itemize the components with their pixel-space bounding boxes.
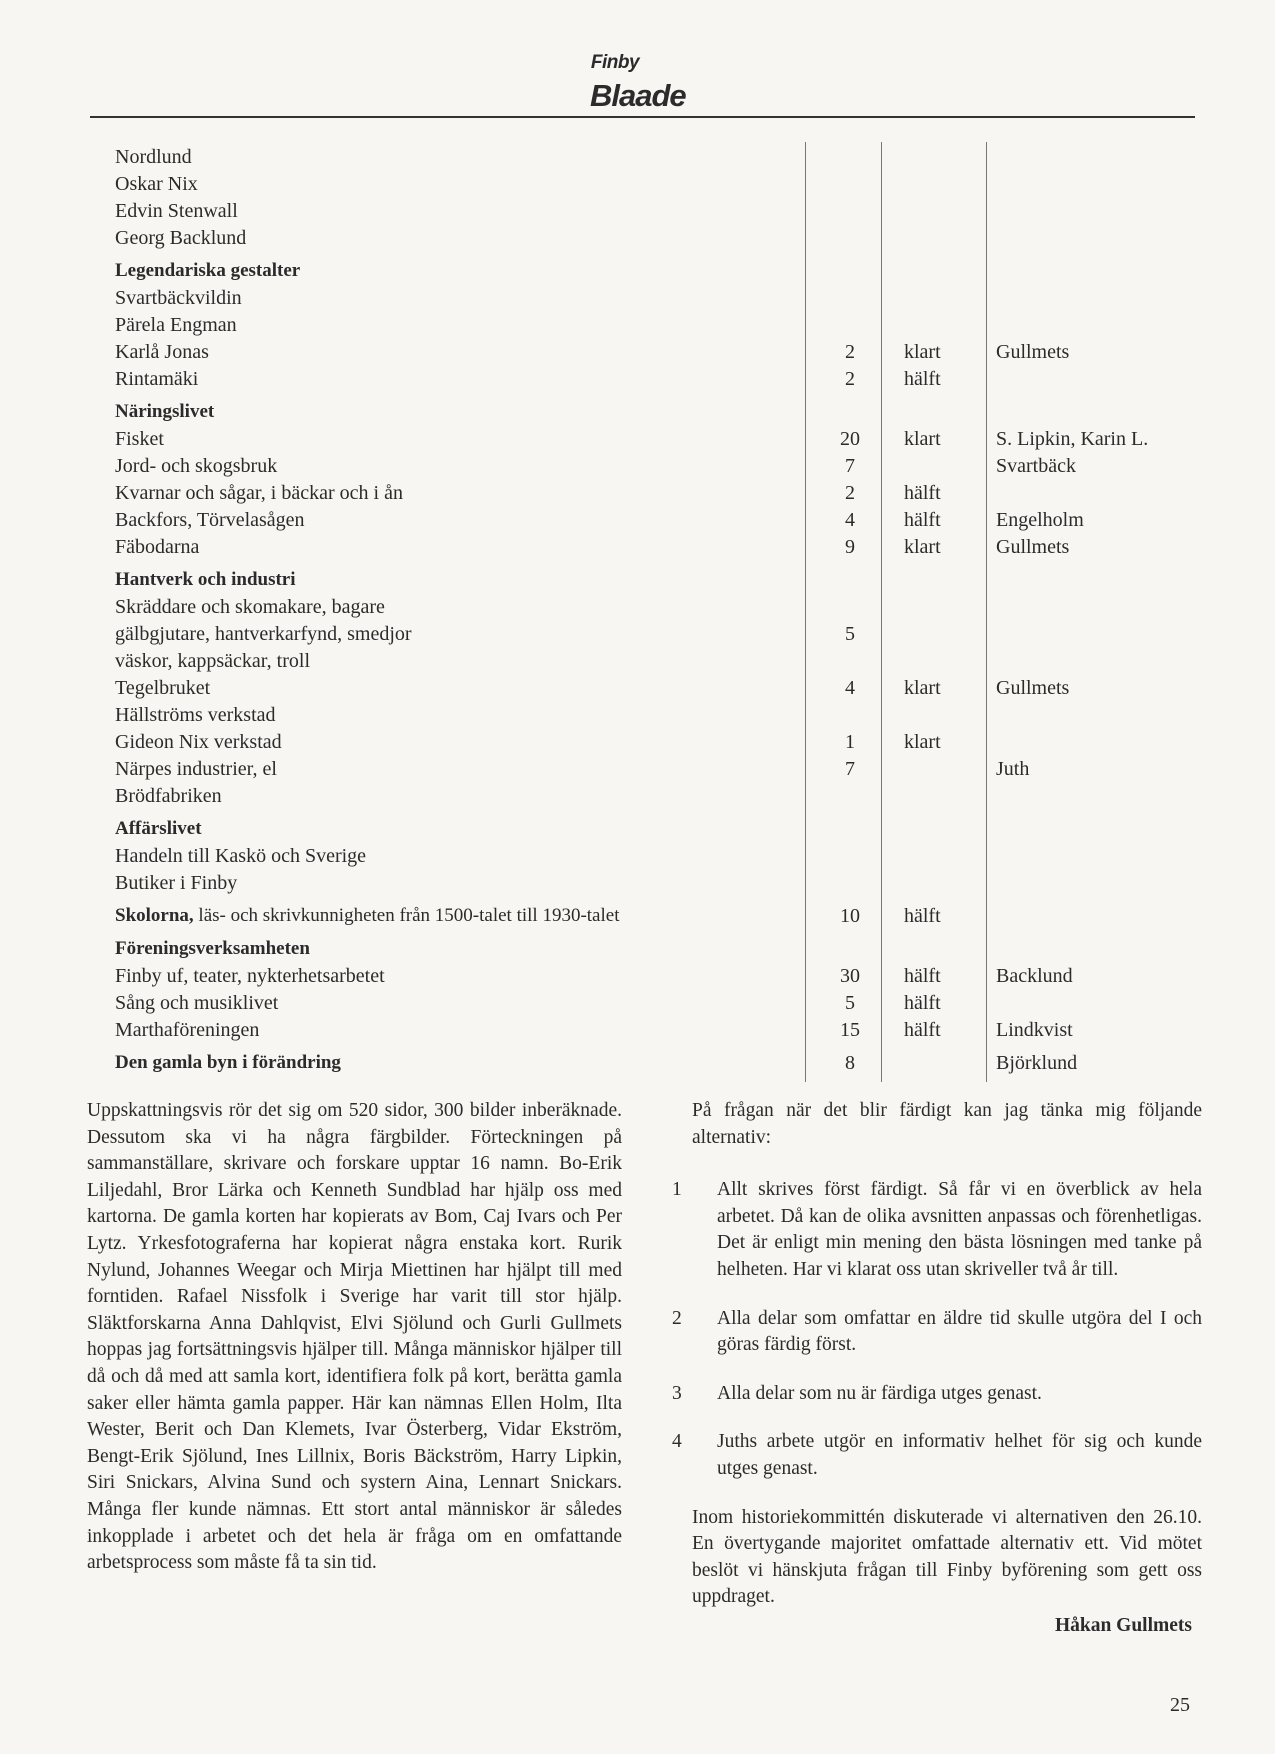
author: Lindkvist <box>996 1019 1073 1041</box>
contents-heading <box>115 903 619 929</box>
alternative-item <box>672 1381 1202 1408</box>
contents-heading: Hantverk och industri <box>115 569 296 590</box>
page-count: 30 <box>840 965 860 987</box>
contents-row <box>0 843 1275 869</box>
author: Backlund <box>996 965 1073 987</box>
author: Engelholm <box>996 509 1084 531</box>
contents-topic: Fäbodarna <box>115 536 200 558</box>
contents-topic: väskor, kappsäckar, troll <box>115 650 310 672</box>
page-count: 7 <box>845 455 855 477</box>
page-count: 2 <box>845 368 855 390</box>
contents-topic: Backfors, Törvelasågen <box>115 509 305 531</box>
alternative-item <box>672 1177 1202 1283</box>
page-count: 10 <box>840 905 860 927</box>
page-count: 5 <box>845 623 855 645</box>
author: Gullmets <box>996 341 1070 363</box>
page-count: 2 <box>845 482 855 504</box>
contents-row <box>0 1017 1275 1043</box>
contents-row <box>0 870 1275 896</box>
contents-row <box>0 936 1275 962</box>
contents-row <box>0 903 1275 929</box>
contents-topic: Skräddare och skomakare, bagare <box>115 596 385 618</box>
contents-row <box>0 729 1275 755</box>
status: klart <box>904 341 941 363</box>
contents-heading: Föreningsverksamheten <box>115 938 310 959</box>
contents-row <box>0 480 1275 506</box>
masthead-finby: Finby <box>590 52 640 73</box>
author-signature: Håkan Gullmets <box>1054 1614 1192 1636</box>
contents-row <box>0 198 1275 224</box>
contents-topic: Oskar Nix <box>115 173 198 195</box>
contents-topic: Kvarnar och sågar, i bäckar och i ån <box>115 482 403 504</box>
status: hälft <box>904 992 941 1014</box>
page-count: 20 <box>840 428 860 450</box>
contents-heading: Affärslivet <box>115 818 202 839</box>
status: hälft <box>904 509 941 531</box>
alternative-text: Allt skrives först färdigt. Så får vi en överblick av hela arbetet. Då kan de olika avsnitten anpassas och förenhetligas. Det är enligt min mening den bästa lösningen med tanke på helheten. Har vi klarat oss utan skriveller två år till. <box>717 1179 1202 1280</box>
contents-row <box>0 1050 1275 1076</box>
alternative-item <box>672 1429 1202 1482</box>
status: hälft <box>904 1019 941 1041</box>
header-rule <box>90 116 1195 118</box>
status: klart <box>904 536 941 558</box>
status: klart <box>904 731 941 753</box>
contents-heading-rest: läs- och skrivkunnigheten från 1500-talet till 1930-talet <box>193 905 620 926</box>
contents-topic: Nordlund <box>115 146 192 168</box>
status: klart <box>904 428 941 450</box>
contents-topic: Brödfabriken <box>115 785 222 807</box>
contents-topic: Finby uf, teater, nykterhetsarbetet <box>115 965 385 987</box>
alternative-text: Alla delar som omfattar en äldre tid skulle utgöra del I och göras färdig först. <box>717 1307 1202 1356</box>
left-column-text: Uppskattningsvis rör det sig om 520 sidor, 300 bilder inberäknade. Dessutom ska vi ha några färgbilder. Förteckningen på sammanställare, skrivare och forskare upptar 16 namn. Bo-Erik Liljedahl, Bror Lärka och Kenneth Sundblad har hjälp oss med kartorna. De gamla korten har kopierats av Bom, Caj Ivars och Per Lytz. Yrkesfotograferna har kopierat några enstaka kort. Rurik Nylund, Johannes Weegar och Mirja Miettinen har hjälpt till med forntiden. Rafael Nissfolk i Sverige har varit till stor hjälp. Släktforskarna Anna Dahlqvist, Elvi Sjölund och Gurli Gullmets hoppas jag fortsättningsvis hjälper till. Många människor hjälper till då och då med att samla kort, identifiera folk på kort, berätta gamla saker eller hämta gamla papper. Här kan nämnas Ellen Holm, Ilta Wester, Berit och Dan Klemets, Ivar Österberg, Vidar Ekström, Bengt-Erik Sjölund, Ines Lillnix, Boris Bäckström, Harry Lipkin, Siri Snickars, Alvina Sund och systern Aina, Lennart Snickars. Många fler kunde nämnas. Ett stort antal människor är således inkopplade i arbetet och det hela är fråga om en omfattande arbetsprocess som måste få ta sin tid. <box>87 1100 622 1574</box>
page-count: 1 <box>845 731 855 753</box>
page-number: 25 <box>1170 1694 1190 1716</box>
contents-row <box>0 702 1275 728</box>
contents-topic: Gideon Nix verkstad <box>115 731 282 753</box>
contents-row <box>0 963 1275 989</box>
right-column <box>672 1098 1202 1640</box>
alternatives-intro: På frågan när det blir färdigt kan jag tänka mig följande alternativ: <box>692 1100 1202 1148</box>
alternative-text: Juths arbete utgör en informativ helhet för sig och kunde utges genast. <box>717 1431 1202 1479</box>
contents-row <box>0 144 1275 170</box>
contents-row <box>0 339 1275 365</box>
contents-topic: Edvin Stenwall <box>115 200 238 222</box>
contents-topic: gälbgjutare, hantverkarfynd, smedjor <box>115 623 412 645</box>
contents-heading: Näringslivet <box>115 401 215 422</box>
contents-row <box>0 399 1275 425</box>
contents-row <box>0 426 1275 452</box>
contents-row <box>0 567 1275 593</box>
closing-paragraph: Inom historiekommittén diskuterade vi alternativen den 26.10. En övertygande majoritet omfattade alternativ ett. Vid mötet beslöt vi hänskjuta frågan till Finby byförening som gett oss uppdraget. <box>692 1506 1202 1608</box>
author: Gullmets <box>996 536 1070 558</box>
page-count: 15 <box>840 1019 860 1041</box>
page-count: 4 <box>845 509 855 531</box>
author: Svartbäck <box>996 455 1076 477</box>
status: hälft <box>904 368 941 390</box>
alternative-text: Alla delar som nu är färdiga utges genast. <box>717 1382 1042 1404</box>
author: Gullmets <box>996 677 1070 699</box>
contents-topic: Marthaföreningen <box>115 1019 260 1041</box>
page-count: 7 <box>845 758 855 780</box>
alternative-item <box>672 1306 1202 1359</box>
contents-row <box>0 225 1275 251</box>
page-count: 9 <box>845 536 855 558</box>
contents-topic: Butiker i Finby <box>115 872 238 894</box>
alternative-number: 3 <box>672 1382 682 1404</box>
contents-topic: Jord- och skogsbruk <box>115 455 278 477</box>
contents-row <box>0 621 1275 647</box>
contents-topic: Pärela Engman <box>115 314 237 336</box>
contents-row <box>0 534 1275 560</box>
status: klart <box>904 677 941 699</box>
contents-topic: Hällströms verkstad <box>115 704 276 726</box>
alternative-number: 4 <box>672 1431 682 1453</box>
contents-topic: Sång och musiklivet <box>115 992 279 1014</box>
contents-row <box>0 990 1275 1016</box>
contents-heading: Den gamla byn i förändring <box>115 1052 341 1073</box>
contents-heading-bold: Skolorna, <box>115 905 194 926</box>
page-count: 2 <box>845 341 855 363</box>
status: hälft <box>904 905 941 927</box>
contents-row <box>0 816 1275 842</box>
alternative-number: 2 <box>672 1307 682 1329</box>
contents-topic: Karlå Jonas <box>115 341 209 363</box>
author: Juth <box>996 758 1030 780</box>
contents-row <box>0 171 1275 197</box>
contents-row <box>0 285 1275 311</box>
masthead <box>0 0 1275 125</box>
status: hälft <box>904 482 941 504</box>
contents-row <box>0 756 1275 782</box>
contents-topic: Handeln till Kaskö och Sverige <box>115 845 367 867</box>
contents-topic: Rintamäki <box>115 368 199 390</box>
page-count: 5 <box>845 992 855 1014</box>
contents-row <box>0 258 1275 284</box>
masthead-blaade: Blaade <box>590 78 686 113</box>
contents-row <box>0 453 1275 479</box>
alternatives-list <box>672 1177 1202 1482</box>
contents-row <box>0 507 1275 533</box>
contents-topic: Närpes industrier, el <box>115 758 277 780</box>
page-count: 4 <box>845 677 855 699</box>
contents-row <box>0 312 1275 338</box>
contents-row <box>0 783 1275 809</box>
contents-topic: Georg Backlund <box>115 227 247 249</box>
page-count: 8 <box>845 1052 855 1074</box>
contents-topic: Fisket <box>115 428 164 450</box>
contents-topic: Svartbäckvildin <box>115 287 242 309</box>
contents-heading: Legendariska gestalter <box>115 260 301 281</box>
contents-row <box>0 648 1275 674</box>
alternative-number: 1 <box>672 1179 682 1201</box>
author: S. Lipkin, Karin L. <box>996 428 1149 450</box>
author: Björklund <box>996 1052 1078 1074</box>
contents-row <box>0 594 1275 620</box>
contents-row <box>0 675 1275 701</box>
status: hälft <box>904 965 941 987</box>
contents-topic: Tegelbruket <box>115 677 211 699</box>
contents-row <box>0 366 1275 392</box>
